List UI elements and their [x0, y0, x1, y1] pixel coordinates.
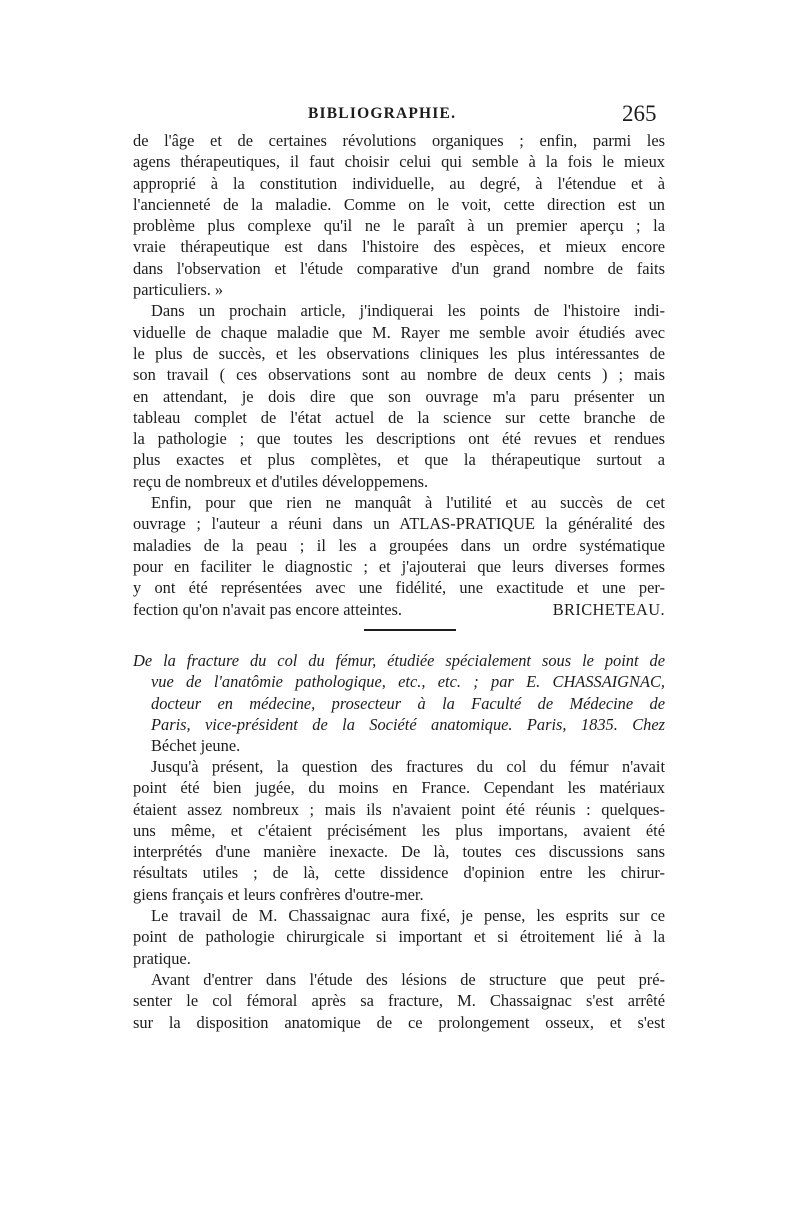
author-signature: BRICHETEAU.	[552, 599, 665, 619]
text-line: l'ancienneté de la maladie. Comme on le voit, cette direction est un	[133, 194, 665, 214]
text-line: Enfin, pour que rien ne manquât à l'utilité et au succès de cet	[151, 493, 665, 513]
review-body	[133, 756, 665, 1033]
text-line-content: fection qu'on n'avait pas encore atteintes.	[133, 599, 402, 619]
article-continuation	[133, 130, 665, 620]
text-line: plus exactes et plus complètes, et que la thérapeutique surtout a	[133, 450, 665, 470]
text-line: viduelle de chaque maladie que M. Rayer me semble avoir étudiés avec	[133, 322, 665, 342]
text-line: agens thérapeutiques, il faut choisir celui qui semble à la fois le mieux	[133, 152, 665, 172]
text-line: maladies de la peau ; il les a groupées dans un ordre systématique	[133, 535, 665, 555]
review-heading	[133, 650, 665, 756]
text-line: pour en faciliter le diagnostic ; et j'ajouterai que leurs diverses formes	[133, 556, 665, 576]
heading-line: Paris, vice-président de la Société anatomique. Paris, 1835. Chez	[151, 714, 665, 734]
text-line	[133, 599, 665, 620]
text-line: pratique.	[133, 948, 191, 968]
text-line: étaient assez nombreux ; mais ils n'avaient point été réunis : quelques-	[133, 799, 665, 819]
text-line: vraie thérapeutique est dans l'histoire des espèces, et mieux encore	[133, 237, 665, 257]
text-line: en attendant, je dois dire que son ouvrage m'a paru présenter un	[133, 386, 665, 406]
heading-line: De la fracture du col du fémur, étudiée spécialement sous le point de	[133, 651, 665, 670]
text-line: reçu de nombreux et d'utiles développemens.	[133, 471, 429, 491]
text-line: interprétés d'une manière inexacte. De là, toutes ces discussions sans	[133, 842, 665, 862]
text-line: uns même, et c'étaient précisément les plus importans, avaient été	[133, 820, 665, 840]
text-line: particuliers. »	[133, 280, 224, 300]
text-line: point été bien jugée, du moins en France. Cependant les matériaux	[133, 778, 665, 798]
text-line: ouvrage ; l'auteur a réuni dans un ATLAS-PRATIQUE la généralité des	[133, 514, 665, 534]
text-line: senter le col fémoral après sa fracture, M. Chassaignac s'est arrêté	[133, 991, 665, 1011]
text-line: de l'âge et de certaines révolutions organiques ; enfin, parmi les	[133, 131, 665, 150]
text-line: tableau complet de l'état actuel de la science sur cette branche de	[133, 407, 665, 427]
text-line: y ont été représentées avec une fidélité, une exactitude et une per-	[133, 578, 665, 598]
running-head	[0, 101, 800, 131]
text-line: la pathologie ; que toutes les descriptions ont été revues et rendues	[133, 429, 665, 449]
text-line: Jusqu'à présent, la question des fractures du col du fémur n'avait	[151, 757, 665, 776]
text-line: le plus de succès, et les observations cliniques les plus intéressantes de	[133, 343, 665, 363]
heading-line: Béchet jeune.	[151, 736, 241, 756]
text-line: point de pathologie chirurgicale si important et si étroitement lié à la	[133, 927, 665, 947]
heading-line: vue de l'anatômie pathologique, etc., etc. ; par E. CHASSAIGNAC,	[151, 672, 665, 692]
heading-line: docteur en médecine, prosecteur à la Faculté de Médecine de	[151, 693, 665, 713]
text-line: sur la disposition anatomique de ce prolongement osseux, et s'est	[133, 1012, 665, 1032]
page-number: 265	[622, 101, 657, 126]
text-line: problème plus complexe qu'il ne le paraît à un premier aperçu ; la	[133, 216, 665, 236]
section-divider	[364, 629, 456, 631]
text-line: Le travail de M. Chassaignac aura fixé, je pense, les esprits sur ce	[151, 906, 665, 926]
running-head-title: BIBLIOGRAPHIE.	[308, 105, 457, 122]
text-line: approprié à la constitution individuelle, au degré, à l'étendue et à	[133, 173, 665, 193]
text-line: dans l'observation et l'étude comparative d'un grand nombre de faits	[133, 258, 665, 278]
text-line: giens français et leurs confrères d'outre-mer.	[133, 884, 424, 904]
text-line: Avant d'entrer dans l'étude des lésions de structure que peut pré-	[151, 969, 665, 989]
text-line: son travail ( ces observations sont au nombre de deux cents ) ; mais	[133, 365, 665, 385]
text-line: Dans un prochain article, j'indiquerai les points de l'histoire indi-	[151, 301, 665, 321]
text-line: résultats utiles ; de là, cette dissidence d'opinion entre les chirur-	[133, 863, 665, 883]
